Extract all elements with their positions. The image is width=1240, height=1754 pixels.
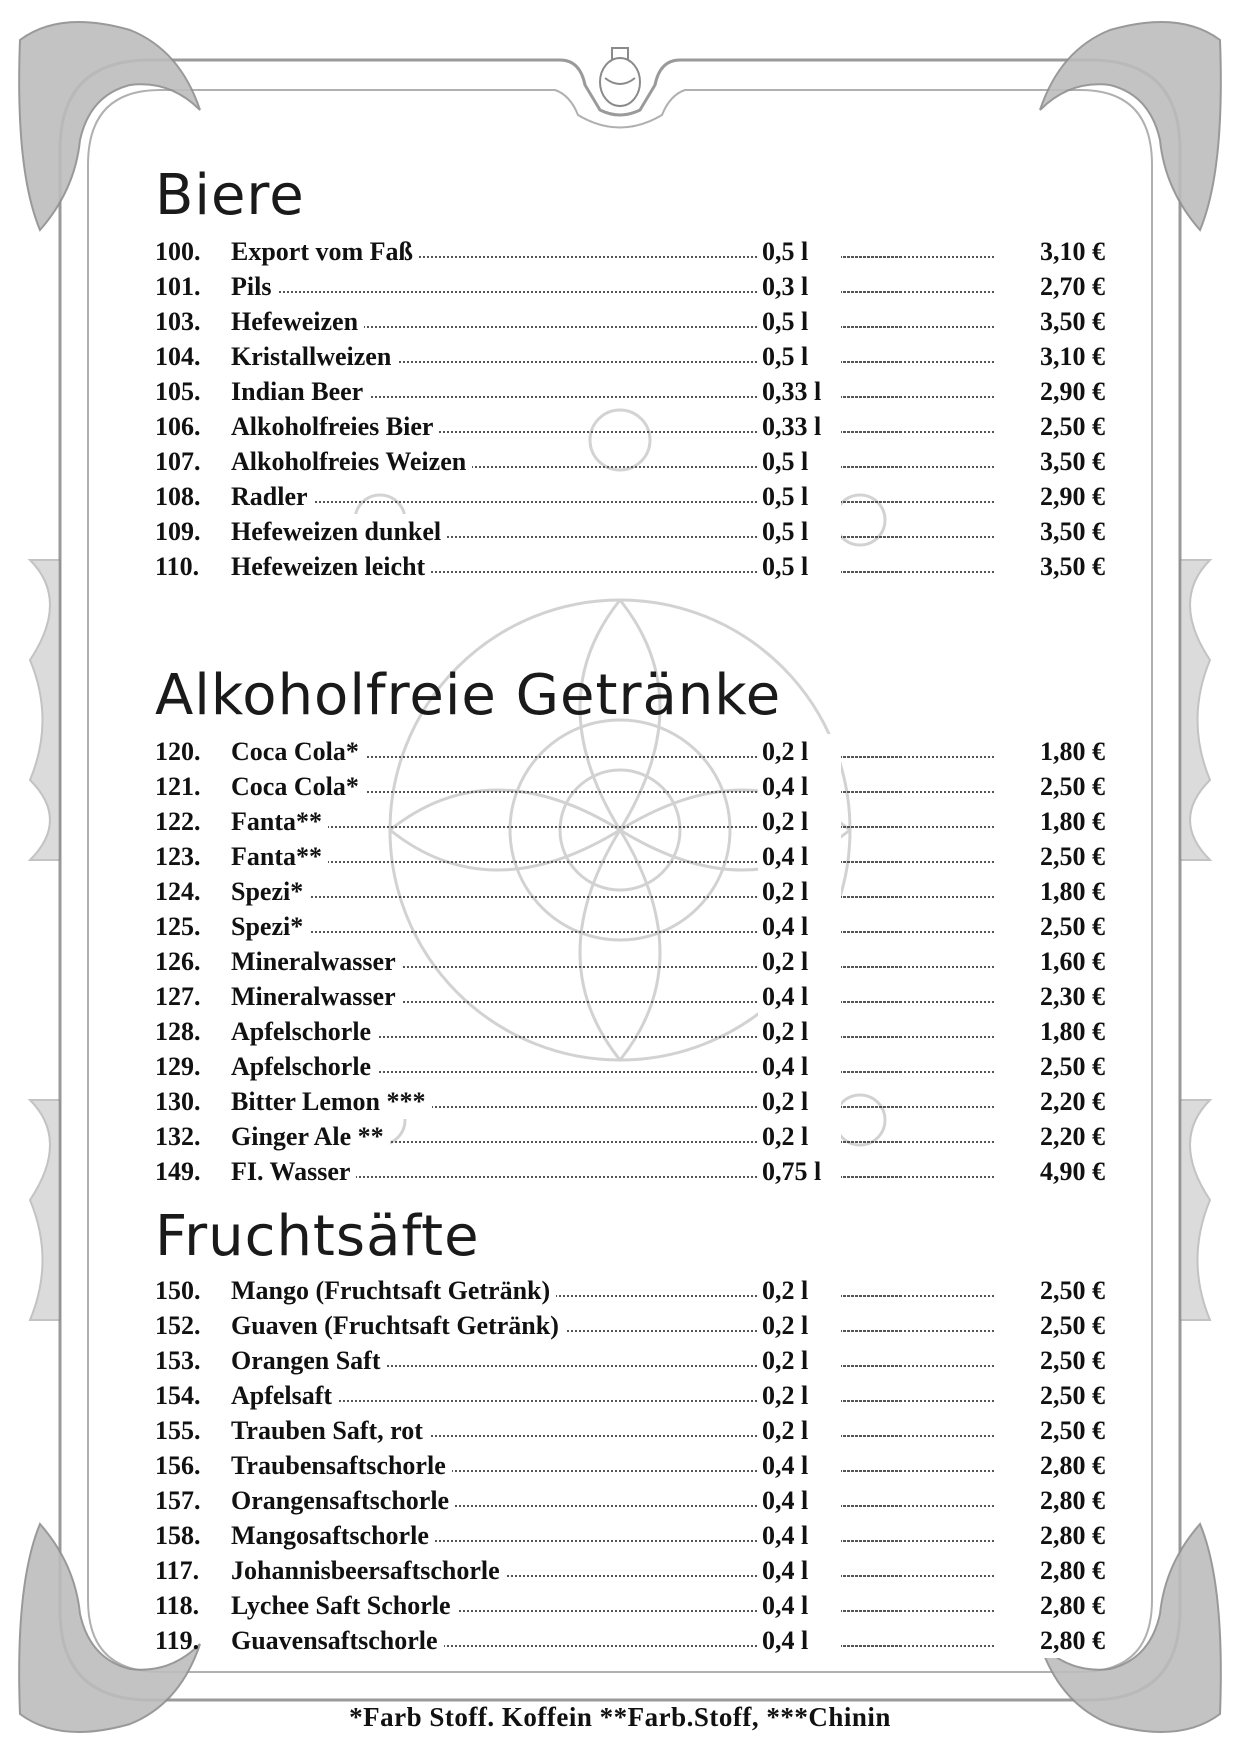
item-price: 2,20 € (995, 1119, 1105, 1154)
item-volume: 0,5 l (758, 339, 841, 374)
item-volume: 0,4 l (758, 1553, 841, 1588)
item-name: Coca Cola* (231, 734, 365, 769)
menu-item (155, 909, 1105, 944)
dot-leader (825, 1001, 1002, 1003)
section-list-alkoholfreie-getraenke (155, 734, 1105, 1189)
item-volume: 0,4 l (758, 1483, 841, 1518)
item-volume: 0,2 l (758, 874, 841, 909)
item-number: 123. (155, 842, 201, 871)
item-name: Guavensaftschorle (231, 1623, 444, 1658)
item-number: 150. (155, 1276, 201, 1305)
menu-item (155, 339, 1105, 374)
item-number: 128. (155, 1017, 201, 1046)
menu-item (155, 1553, 1105, 1588)
dot-leader (825, 1400, 1002, 1402)
item-price: 2,50 € (995, 1413, 1105, 1448)
item-price: 1,60 € (995, 944, 1105, 979)
menu-item (155, 734, 1105, 769)
item-name: Alkoholfreies Weizen (231, 444, 472, 479)
dot-leader (825, 1036, 1002, 1038)
dot-leader (825, 431, 1002, 433)
menu-item (155, 1518, 1105, 1553)
dot-leader (825, 1645, 1002, 1647)
item-number: 152. (155, 1311, 201, 1340)
item-volume: 0,2 l (758, 944, 841, 979)
item-number: 108. (155, 482, 201, 511)
item-price: 3,50 € (995, 444, 1105, 479)
item-volume: 0,4 l (758, 1448, 841, 1483)
item-number: 104. (155, 342, 201, 371)
item-name: Mineralwasser (231, 979, 402, 1014)
item-name: Orangen Saft (231, 1343, 387, 1378)
menu-item (155, 1049, 1105, 1084)
item-number: 121. (155, 772, 201, 801)
item-number: 154. (155, 1381, 201, 1410)
item-price: 2,50 € (995, 409, 1105, 444)
item-number: 155. (155, 1416, 201, 1445)
item-volume: 0,2 l (758, 1119, 841, 1154)
item-number: 103. (155, 307, 201, 336)
item-volume: 0,2 l (758, 1084, 841, 1119)
item-number: 129. (155, 1052, 201, 1081)
item-volume: 0,5 l (758, 444, 841, 479)
item-name: Traubensaftschorle (231, 1448, 452, 1483)
item-number: 124. (155, 877, 201, 906)
item-name: Mango (Fruchtsaft Getränk) (231, 1273, 556, 1308)
item-price: 2,50 € (995, 769, 1105, 804)
dot-leader (825, 931, 1002, 933)
item-name: Kristallweizen (231, 339, 397, 374)
item-volume: 0,5 l (758, 549, 841, 584)
item-price: 3,50 € (995, 549, 1105, 584)
item-price: 2,80 € (995, 1623, 1105, 1658)
item-number: 120. (155, 737, 201, 766)
menu-item (155, 409, 1105, 444)
dot-leader (825, 1106, 1002, 1108)
footnote: *Farb Stoff. Koffein **Farb.Stoff, ***Chinin (349, 1702, 891, 1732)
menu-item (155, 1154, 1105, 1189)
item-volume: 0,4 l (758, 769, 841, 804)
dot-leader (825, 1540, 1002, 1542)
item-price: 2,50 € (995, 1378, 1105, 1413)
menu-item (155, 234, 1105, 269)
item-number: 122. (155, 807, 201, 836)
item-price: 3,10 € (995, 234, 1105, 269)
item-price: 1,80 € (995, 734, 1105, 769)
section-title-fruchtsaefte: Fruchtsäfte (155, 1204, 480, 1269)
item-number: 126. (155, 947, 201, 976)
menu-item (155, 1448, 1105, 1483)
menu-item (155, 1084, 1105, 1119)
item-name: Fanta** (231, 839, 328, 874)
item-name: Apfelsaft (231, 1378, 338, 1413)
item-name: Mineralwasser (231, 944, 402, 979)
section-title-alkoholfreie-getraenke: Alkoholfreie Getränke (155, 663, 782, 728)
dot-leader (825, 256, 1002, 258)
item-number: 153. (155, 1346, 201, 1375)
dot-leader (825, 896, 1002, 898)
item-price: 2,70 € (995, 269, 1105, 304)
menu-item (155, 479, 1105, 514)
item-price: 2,80 € (995, 1518, 1105, 1553)
item-volume: 0,3 l (758, 269, 841, 304)
menu-item (155, 549, 1105, 584)
item-number: 101. (155, 272, 201, 301)
item-volume: 0,75 l (758, 1154, 841, 1189)
dot-leader (825, 1295, 1002, 1297)
item-price: 2,50 € (995, 1049, 1105, 1084)
menu-item (155, 1378, 1105, 1413)
item-volume: 0,33 l (758, 374, 841, 409)
menu-item (155, 1343, 1105, 1378)
item-name: Coca Cola* (231, 769, 365, 804)
item-price: 3,50 € (995, 514, 1105, 549)
item-number: 149. (155, 1157, 201, 1186)
menu-item (155, 769, 1105, 804)
menu-item (155, 374, 1105, 409)
item-price: 1,80 € (995, 804, 1105, 839)
item-name: Guaven (Fruchtsaft Getränk) (231, 1308, 565, 1343)
item-name: Export vom Faß (231, 234, 419, 269)
item-volume: 0,4 l (758, 1623, 841, 1658)
item-number: 156. (155, 1451, 201, 1480)
item-number: 105. (155, 377, 201, 406)
dot-leader (825, 571, 1002, 573)
menu-item (155, 804, 1105, 839)
item-name: FI. Wasser (231, 1154, 356, 1189)
dot-leader (825, 326, 1002, 328)
item-price: 2,80 € (995, 1448, 1105, 1483)
dot-leader (825, 1470, 1002, 1472)
item-name: Apfelschorle (231, 1014, 377, 1049)
menu-item (155, 839, 1105, 874)
item-name: Hefeweizen leicht (231, 549, 431, 584)
dot-leader (825, 501, 1002, 503)
item-volume: 0,4 l (758, 979, 841, 1014)
item-volume: 0,2 l (758, 1343, 841, 1378)
item-number: 127. (155, 982, 201, 1011)
section-list-fruchtsaefte (155, 1273, 1105, 1658)
item-volume: 0,2 l (758, 734, 841, 769)
menu-item (155, 1014, 1105, 1049)
item-volume: 0,4 l (758, 1518, 841, 1553)
menu-item (155, 1308, 1105, 1343)
item-number: 100. (155, 237, 201, 266)
item-name: Indian Beer (231, 374, 369, 409)
item-volume: 0,2 l (758, 1378, 841, 1413)
menu-item (155, 1623, 1105, 1658)
item-volume: 0,2 l (758, 1014, 841, 1049)
item-price: 2,50 € (995, 839, 1105, 874)
item-price: 2,50 € (995, 1343, 1105, 1378)
item-number: 132. (155, 1122, 201, 1151)
section-title-biere: Biere (155, 163, 305, 228)
item-price: 1,80 € (995, 1014, 1105, 1049)
item-name: Hefeweizen (231, 304, 364, 339)
menu-item (155, 304, 1105, 339)
item-name: Trauben Saft, rot (231, 1413, 429, 1448)
dot-leader (825, 1610, 1002, 1612)
item-number: 117. (155, 1556, 200, 1585)
menu-item (155, 874, 1105, 909)
item-volume: 0,2 l (758, 1273, 841, 1308)
item-volume: 0,4 l (758, 1049, 841, 1084)
menu-item (155, 944, 1105, 979)
item-price: 2,80 € (995, 1483, 1105, 1518)
item-price: 2,20 € (995, 1084, 1105, 1119)
item-name: Mangosaftschorle (231, 1518, 435, 1553)
item-number: 130. (155, 1087, 201, 1116)
item-volume: 0,5 l (758, 479, 841, 514)
item-price: 2,50 € (995, 1308, 1105, 1343)
item-price: 2,30 € (995, 979, 1105, 1014)
item-volume: 0,2 l (758, 1413, 841, 1448)
item-volume: 0,4 l (758, 1588, 841, 1623)
menu-item (155, 514, 1105, 549)
dot-leader (825, 1505, 1002, 1507)
item-volume: 0,2 l (758, 1308, 841, 1343)
item-name: Bitter Lemon *** (231, 1084, 432, 1119)
dot-leader (825, 1435, 1002, 1437)
dot-leader (825, 361, 1002, 363)
item-price: 2,80 € (995, 1553, 1105, 1588)
menu-item (155, 1483, 1105, 1518)
dot-leader (825, 861, 1002, 863)
dot-leader (825, 756, 1002, 758)
item-volume: 0,5 l (758, 234, 841, 269)
item-volume: 0,5 l (758, 304, 841, 339)
menu-item (155, 1413, 1105, 1448)
item-volume: 0,4 l (758, 909, 841, 944)
item-name: Apfelschorle (231, 1049, 377, 1084)
item-number: 110. (155, 552, 200, 581)
item-price: 1,80 € (995, 874, 1105, 909)
item-number: 119. (155, 1626, 200, 1655)
item-name: Fanta** (231, 804, 328, 839)
item-name: Radler (231, 479, 314, 514)
item-price: 3,50 € (995, 304, 1105, 339)
item-name: Alkoholfreies Bier (231, 409, 439, 444)
dot-leader (825, 1365, 1002, 1367)
section-list-biere (155, 234, 1105, 584)
dot-leader (825, 396, 1002, 398)
item-name: Lychee Saft Schorle (231, 1588, 457, 1623)
dot-leader (825, 966, 1002, 968)
item-number: 125. (155, 912, 201, 941)
item-price: 2,80 € (995, 1588, 1105, 1623)
dot-leader (825, 536, 1002, 538)
item-name: Johannisbeersaftschorle (231, 1553, 506, 1588)
menu-item (155, 444, 1105, 479)
dot-leader (825, 1071, 1002, 1073)
dot-leader (825, 1575, 1002, 1577)
dot-leader (825, 1330, 1002, 1332)
dot-leader (825, 291, 1002, 293)
item-number: 157. (155, 1486, 201, 1515)
item-name: Ginger Ale ** (231, 1119, 390, 1154)
item-number: 106. (155, 412, 201, 441)
item-name: Hefeweizen dunkel (231, 514, 447, 549)
item-price: 2,90 € (995, 374, 1105, 409)
dot-leader (825, 791, 1002, 793)
item-name: Orangensaftschorle (231, 1483, 455, 1518)
item-price: 3,10 € (995, 339, 1105, 374)
item-price: 2,90 € (995, 479, 1105, 514)
item-price: 4,90 € (995, 1154, 1105, 1189)
item-name: Spezi* (231, 874, 309, 909)
item-number: 107. (155, 447, 201, 476)
item-number: 158. (155, 1521, 201, 1550)
item-volume: 0,2 l (758, 804, 841, 839)
item-volume: 0,4 l (758, 839, 841, 874)
dot-leader (825, 1141, 1002, 1143)
dot-leader (825, 826, 1002, 828)
item-name: Spezi* (231, 909, 309, 944)
dot-leader (825, 1176, 1002, 1178)
item-volume: 0,33 l (758, 409, 841, 444)
menu-item (155, 979, 1105, 1014)
menu-item (155, 1119, 1105, 1154)
menu-item (155, 269, 1105, 304)
item-price: 2,50 € (995, 1273, 1105, 1308)
item-volume: 0,5 l (758, 514, 841, 549)
item-number: 109. (155, 517, 201, 546)
item-name: Pils (231, 269, 277, 304)
dot-leader (825, 466, 1002, 468)
item-price: 2,50 € (995, 909, 1105, 944)
menu-content (155, 160, 1105, 1658)
item-number: 118. (155, 1591, 200, 1620)
menu-item (155, 1273, 1105, 1308)
menu-item (155, 1588, 1105, 1623)
